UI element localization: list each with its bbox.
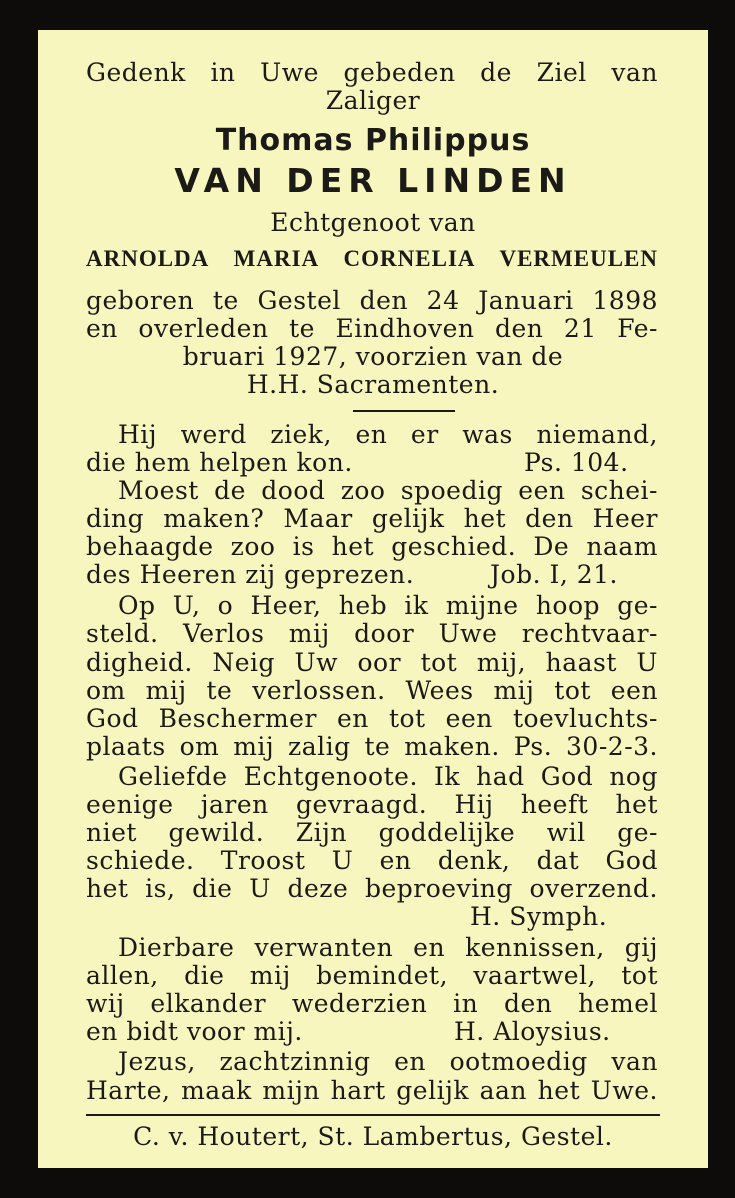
verse-line: ding maken? Maar gelijk het den Heer bbox=[86, 504, 658, 533]
verse-line: allen, die mij bemindet, vaartwel, tot bbox=[86, 961, 658, 990]
printer-credit: C. v. Houtert, St. Lambertus, Gestel. bbox=[133, 1122, 613, 1151]
verse-line: Jezus, zachtzinnig en ootmoedig van bbox=[118, 1047, 658, 1076]
verse-line: schiede. Troost U en denk, dat God bbox=[86, 846, 658, 875]
verse-reference: Job. I, 21. bbox=[490, 560, 618, 589]
verse-line: Dierbare verwanten en kennissen, gij bbox=[118, 933, 658, 962]
verse-reference: Ps. 104. bbox=[524, 448, 629, 477]
verse-line: wij elkander wederzien in den hemel bbox=[86, 989, 658, 1018]
verse-reference: H. Symph. bbox=[470, 902, 608, 931]
verse-line: het is, die U deze beproeving overzend. bbox=[86, 874, 658, 903]
sacrament-underline bbox=[353, 410, 455, 412]
verse-line: Moest de dood zoo spoedig een schei- bbox=[118, 476, 658, 505]
memorial-card bbox=[38, 30, 708, 1168]
life-line: bruari 1927, voorzien van de bbox=[182, 342, 564, 371]
verse-line: plaats om mij zalig te maken. Ps. 30-2-3. bbox=[86, 732, 658, 761]
verse-line: en bidt voor mij. bbox=[86, 1017, 303, 1046]
divider-rule bbox=[86, 1114, 660, 1116]
life-line: H.H. Sacramenten. bbox=[246, 370, 500, 399]
verse-line: God Beschermer en tot een toevluchts- bbox=[86, 704, 658, 733]
verse-line: Harte, maak mijn hart gelijk aan het Uwe. bbox=[86, 1076, 658, 1105]
verse-line: niet gewild. Zijn goddelijke wil ge- bbox=[86, 818, 658, 847]
verse-line: om mij te verlossen. Wees mij tot een bbox=[86, 676, 658, 705]
verse-line: Hij werd ziek, en er was niemand, bbox=[118, 420, 658, 449]
verse-line: des Heeren zij geprezen. bbox=[86, 560, 415, 589]
verse-line: digheid. Neig Uw oor tot mij, haast U bbox=[86, 648, 658, 677]
verse-line: eenige jaren gevraagd. Hij heeft het bbox=[86, 790, 658, 819]
intro-line: Zaliger bbox=[325, 86, 421, 115]
spouse-label: Echtgenoot van bbox=[270, 208, 476, 237]
intro-line: Gedenk in Uwe gebeden de Ziel van bbox=[86, 58, 658, 87]
life-line: geboren te Gestel den 24 Januari 1898 bbox=[86, 286, 658, 315]
verse-reference: H. Aloysius. bbox=[454, 1017, 611, 1046]
verse-line: Op U, o Heer, heb ik mijne hoop ge- bbox=[118, 591, 658, 620]
verse-line: Geliefde Echtgenoote. Ik had God nog bbox=[118, 762, 658, 791]
life-line: en overleden te Eindhoven den 21 Fe- bbox=[86, 314, 658, 343]
deceased-surname: VAN DER LINDEN bbox=[174, 161, 572, 200]
verse-line: die hem helpen kon. bbox=[86, 448, 353, 477]
verse-line: behaagde zoo is het geschied. De naam bbox=[86, 532, 658, 561]
verse-line: steld. Verlos mij door Uwe rechtvaar- bbox=[86, 619, 658, 648]
deceased-given-names: Thomas Philippus bbox=[215, 123, 531, 158]
spouse-name: ARNOLDA MARIA CORNELIA VERMEULEN bbox=[86, 246, 658, 271]
